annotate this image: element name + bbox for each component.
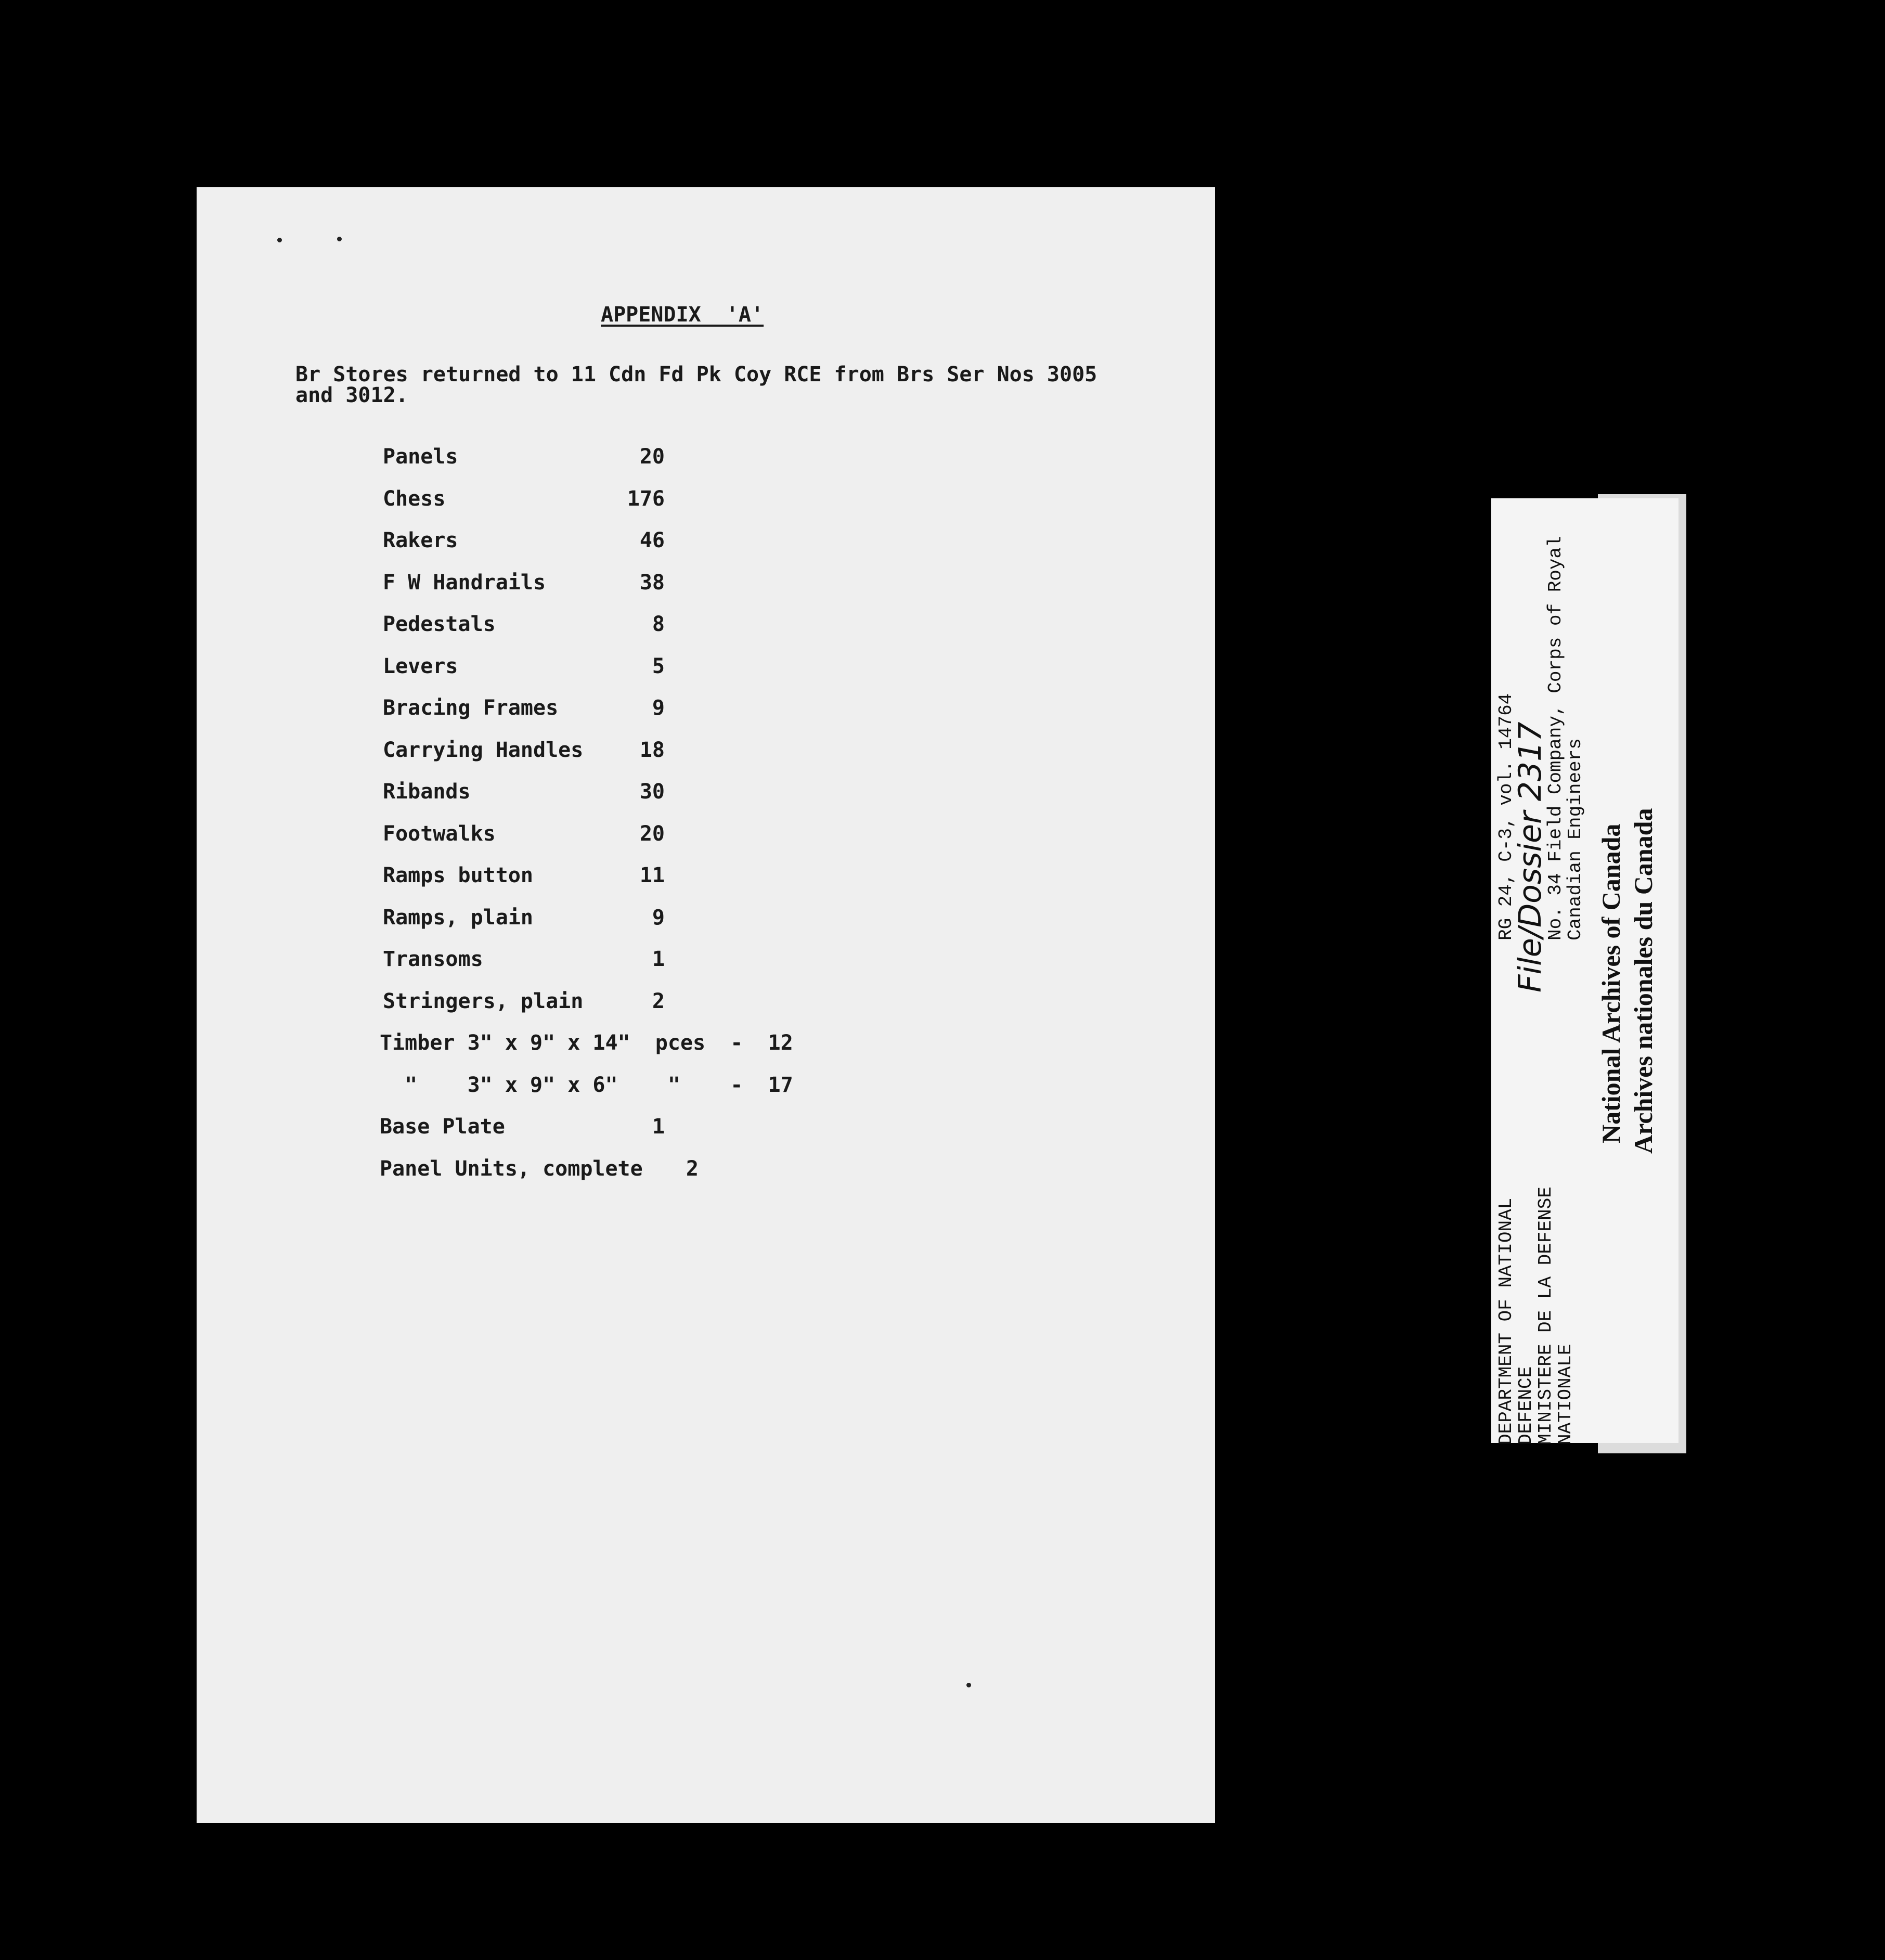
item-qty: 20 — [639, 822, 665, 846]
item-qty: 20 — [639, 445, 665, 469]
item-name: Ramps button — [383, 863, 533, 887]
intro-text: Br Stores returned to 11 Cdn Fd Pk Coy RCE from Brs Ser Nos 3005 and 3012. — [295, 363, 1098, 407]
item-name: Transoms — [383, 947, 483, 971]
item-qty: 46 — [639, 528, 665, 552]
label-archives-en: National Archives of Canada — [1596, 823, 1625, 1143]
label-dept-line3: MINISTERE DE LA DEFENSE — [1535, 1187, 1556, 1445]
item-name: Stringers, plain — [383, 989, 584, 1013]
archive-label — [1491, 498, 1679, 1443]
page-title: APPENDIX 'A' — [601, 303, 764, 327]
item-qty: 18 — [639, 738, 665, 762]
item-name: Bracing Frames — [383, 696, 559, 720]
item-qty: 2 — [652, 989, 665, 1013]
label-ref-file: File/Dossier 2317 — [1512, 721, 1548, 992]
item-name: Ramps, plain — [383, 906, 533, 930]
item-name: Footwalks — [383, 822, 496, 846]
item-qty: 176 — [627, 487, 665, 511]
item-qty: 9 — [652, 696, 665, 720]
label-dept-line4: NATIONALE — [1555, 1344, 1576, 1445]
item-name: F W Handrails — [383, 571, 546, 595]
item-name: Base Plate — [380, 1115, 505, 1139]
page-speck — [277, 238, 282, 242]
label-ref-unit: No. 34 Field Company, Corps of Royal — [1545, 536, 1566, 940]
page-speck — [337, 237, 342, 241]
item-name: Chess — [383, 487, 446, 511]
label-archives-fr: Archives nationales du Canada — [1629, 808, 1658, 1154]
item-qty: 1 — [652, 1115, 665, 1139]
label-dept-line2: DEFENCE — [1515, 1366, 1537, 1445]
item-name: Levers — [383, 654, 458, 678]
item-name: Pedestals — [383, 612, 496, 636]
item-name: Ribands — [383, 780, 471, 804]
item-name: Panels — [383, 445, 458, 469]
page-speck — [966, 1683, 971, 1687]
item-name: " 3" x 9" x 6" " - 17 — [380, 1073, 793, 1097]
label-ref-rg: RG 24, C-3, vol. 14764 — [1495, 693, 1517, 940]
item-name: Rakers — [383, 528, 458, 552]
document-page — [197, 187, 1215, 1823]
item-qty: 30 — [639, 780, 665, 804]
item-qty: 9 — [652, 906, 665, 930]
item-name: Timber 3" x 9" x 14" pces - 12 — [380, 1031, 793, 1055]
item-qty: 2 — [686, 1157, 699, 1181]
item-qty: 11 — [639, 863, 665, 887]
item-qty: 8 — [652, 612, 665, 636]
item-qty: 5 — [652, 654, 665, 678]
item-qty: 38 — [639, 571, 665, 595]
item-name: Panel Units, complete — [380, 1157, 643, 1181]
item-qty: 1 — [652, 947, 665, 971]
label-dept-line1: DEPARTMENT OF NATIONAL — [1495, 1197, 1517, 1445]
label-ref-unit-cont: Canadian Engineers — [1565, 738, 1586, 940]
item-name: Carrying Handles — [383, 738, 584, 762]
